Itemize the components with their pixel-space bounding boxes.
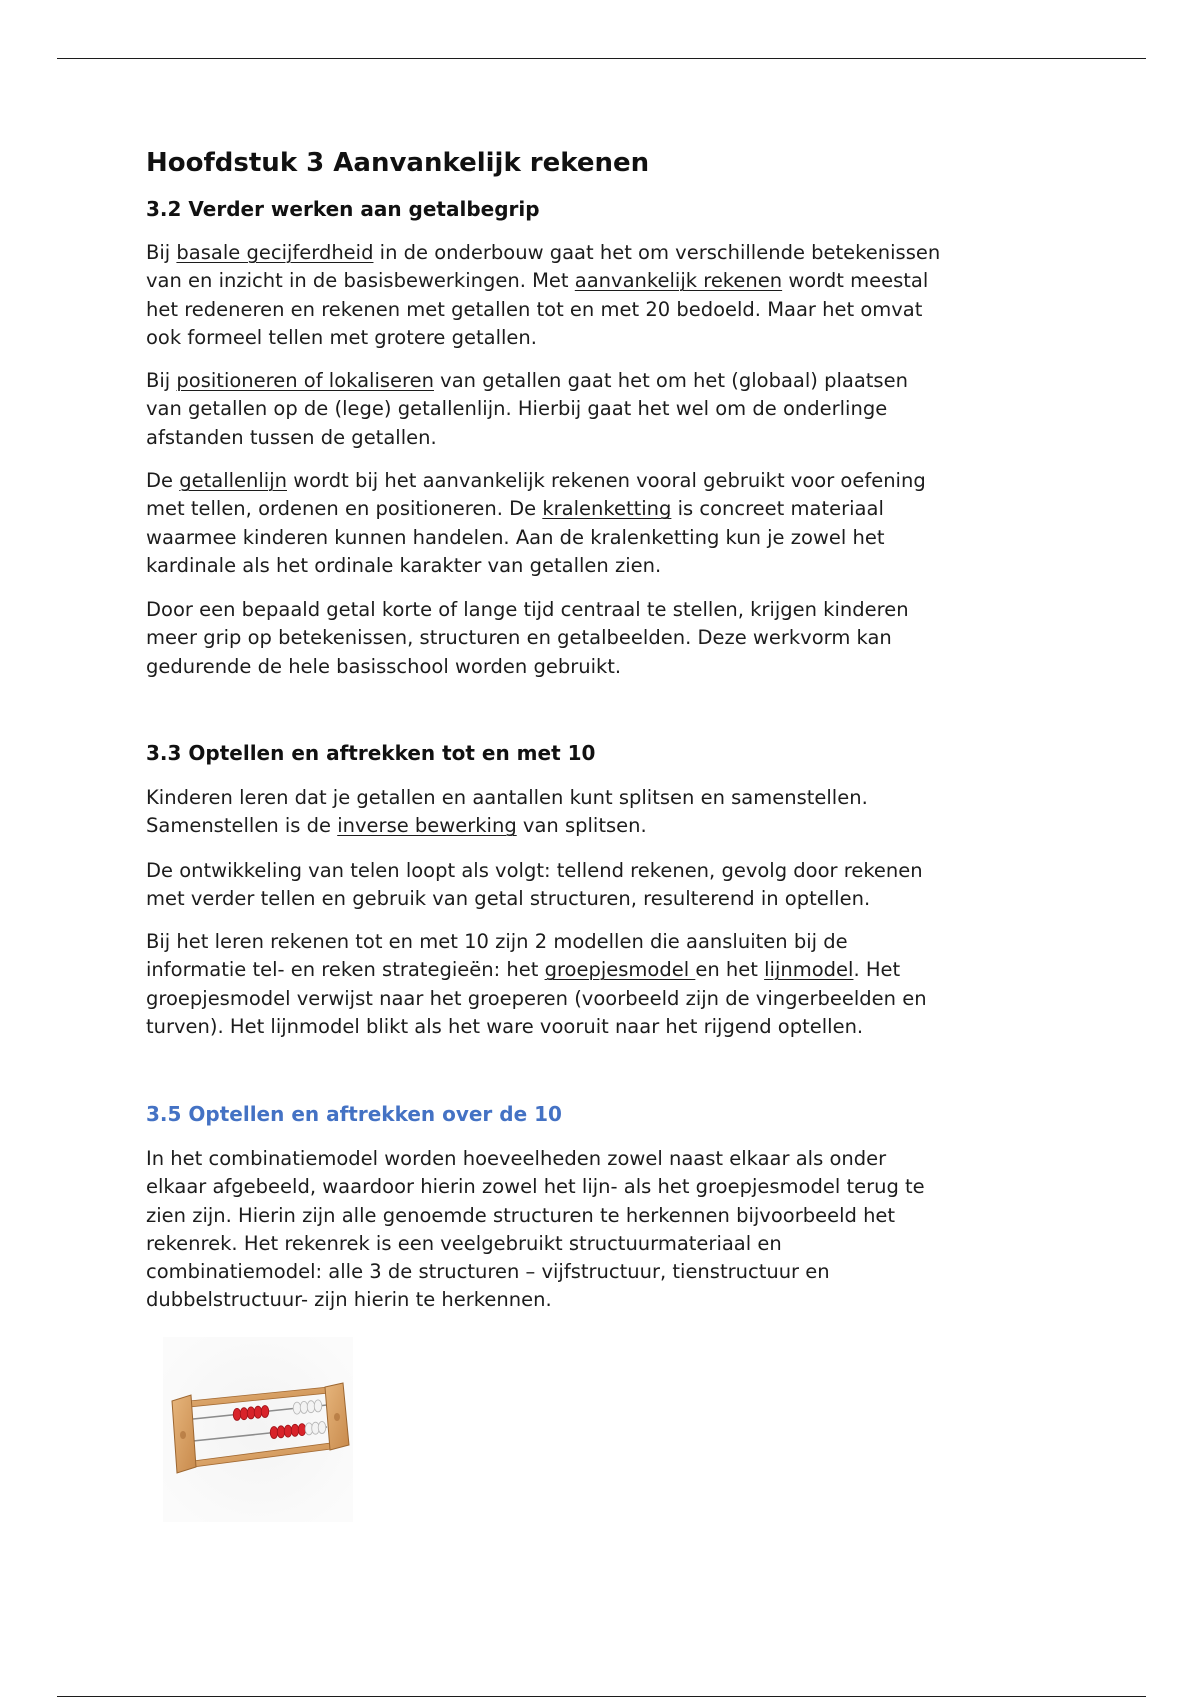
text-line [146,624,1146,652]
text-line [146,524,1146,552]
paragraph [146,239,1146,352]
text-line [146,467,1146,495]
text-run: en het [695,958,765,982]
paragraph [146,857,1146,914]
underlined-term: getallenlijn [179,469,287,492]
text-line [146,1173,1146,1201]
text-run: Bij [146,241,177,264]
text-line [146,956,1146,984]
chapter-title: Hoofdstuk 3 Aanvankelijk rekenen [146,148,650,178]
underlined-term: groepjesmodel [544,958,696,982]
text-run: ook formeel tellen met grotere getallen. [146,325,537,349]
text-run: De [146,469,180,492]
text-run: afstanden tussen de getallen. [146,425,437,449]
text-line [146,1202,1146,1230]
text-run: In het combinatiemodel worden hoeveelheden zowel naast elkaar als onder [146,1147,887,1170]
text-run: turven). Het lijnmodel blikt als het ware vooruit naar het rijgend optellen. [146,1014,864,1038]
paragraph [146,784,1146,841]
text-run: Bij [146,369,177,392]
text-run: . Het [853,958,901,982]
text-line [146,596,1146,624]
text-line [146,296,1146,324]
text-line [146,1286,1146,1314]
text-run: het redeneren en rekenen met getallen tot en met 20 bedoeld. Maar het omvat [146,297,923,321]
text-run: Bij het leren rekenen tot en met 10 zijn 2 modellen die aansluiten bij de [146,930,848,953]
text-line [146,267,1146,295]
text-run: zien zijn. Hierin zijn alle genoemde structuren te herkennen bijvoorbeeld het [146,1203,896,1227]
text-run: meer grip op betekenissen, structuren en getalbeelden. Deze werkvorm kan [146,626,892,650]
text-run: gedurende de hele basisschool worden gebruikt. [146,654,622,678]
text-run: van getallen gaat het om het (globaal) plaatsen [433,369,908,392]
section-heading-3-5: 3.5 Optellen en aftrekken over de 10 [146,1102,562,1126]
section-heading-3-3: 3.3 Optellen en aftrekken tot en met 10 [146,741,596,765]
text-run: met tellen, ordenen en positioneren. De [146,497,543,521]
text-run: dubbelstructuur- zijn hierin te herkennen. [146,1288,552,1312]
text-run: rekenrek. Het rekenrek is een veelgebruikt structuurmateriaal en [146,1231,782,1255]
underlined-term: positioneren of lokaliseren [176,369,434,392]
rekenrek-abacus-image [163,1337,353,1522]
paragraph [146,367,1146,452]
text-run: combinatiemodel: alle 3 de structuren – vijfstructuur, tienstructuur en [146,1260,830,1284]
text-run: met verder tellen en gebruik van getal structuren, resulterend in optellen. [146,887,871,911]
text-run: van en inzicht in de basisbewerkingen. Met [146,269,575,293]
text-line [146,495,1146,523]
text-line [146,395,1146,423]
footer-rule [57,1696,1146,1697]
underlined-term: lijnmodel [764,958,854,982]
text-run: wordt bij het aanvankelijk rekenen vooral gebruikt voor oefening [287,469,926,492]
text-line [146,324,1146,352]
underlined-term: basale gecijferdheid [176,241,374,264]
text-run: kardinale als het ordinale karakter van getallen zien. [146,553,662,577]
text-line [146,367,1146,395]
text-run: Samenstellen is de [146,814,338,838]
text-run: van splitsen. [516,814,647,838]
paragraph [146,928,1146,1041]
text-line [146,1145,1146,1173]
text-run: informatie tel- en reken strategieën: het [146,958,545,982]
header-rule [57,58,1146,59]
section-heading-3-2: 3.2 Verder werken aan getalbegrip [146,197,540,221]
text-run: waarmee kinderen kunnen handelen. Aan de kralenketting kun je zowel het [146,525,885,549]
text-line [146,812,1146,840]
text-line [146,239,1146,267]
paragraph [146,1145,1146,1315]
text-run: Kinderen leren dat je getallen en aantallen kunt splitsen en samenstellen. [146,786,868,809]
text-run: in de onderbouw gaat het om verschillende betekenissen [373,241,941,264]
text-run: is concreet materiaal [671,497,884,521]
text-line [146,1013,1146,1041]
text-line [146,1230,1146,1258]
text-line [146,985,1146,1013]
text-run: elkaar afgebeeld, waardoor hierin zowel het lijn- als het groepjesmodel terug te [146,1175,925,1199]
paragraph [146,596,1146,681]
text-line [146,552,1146,580]
text-line [146,857,1146,885]
paragraph [146,467,1146,580]
text-line [146,928,1146,956]
underlined-term: aanvankelijk rekenen [574,269,783,293]
abacus-illustration [163,1337,353,1522]
text-line [146,784,1146,812]
text-run: groepjesmodel verwijst naar het groeperen (voorbeeld zijn de vingerbeelden en [146,986,927,1010]
text-run: van getallen op de (lege) getallenlijn. Hierbij gaat het wel om de onderlinge [146,397,888,421]
text-line [146,653,1146,681]
underlined-term: inverse bewerking [337,814,517,838]
text-run: Door een bepaald getal korte of lange tijd centraal te stellen, krijgen kinderen [146,598,909,621]
text-line [146,424,1146,452]
text-run: wordt meestal [782,269,929,293]
text-run: De ontwikkeling van telen loopt als volgt: tellend rekenen, gevolg door rekenen [146,859,923,882]
text-line [146,885,1146,913]
text-line [146,1258,1146,1286]
underlined-term: kralenketting [542,497,672,521]
